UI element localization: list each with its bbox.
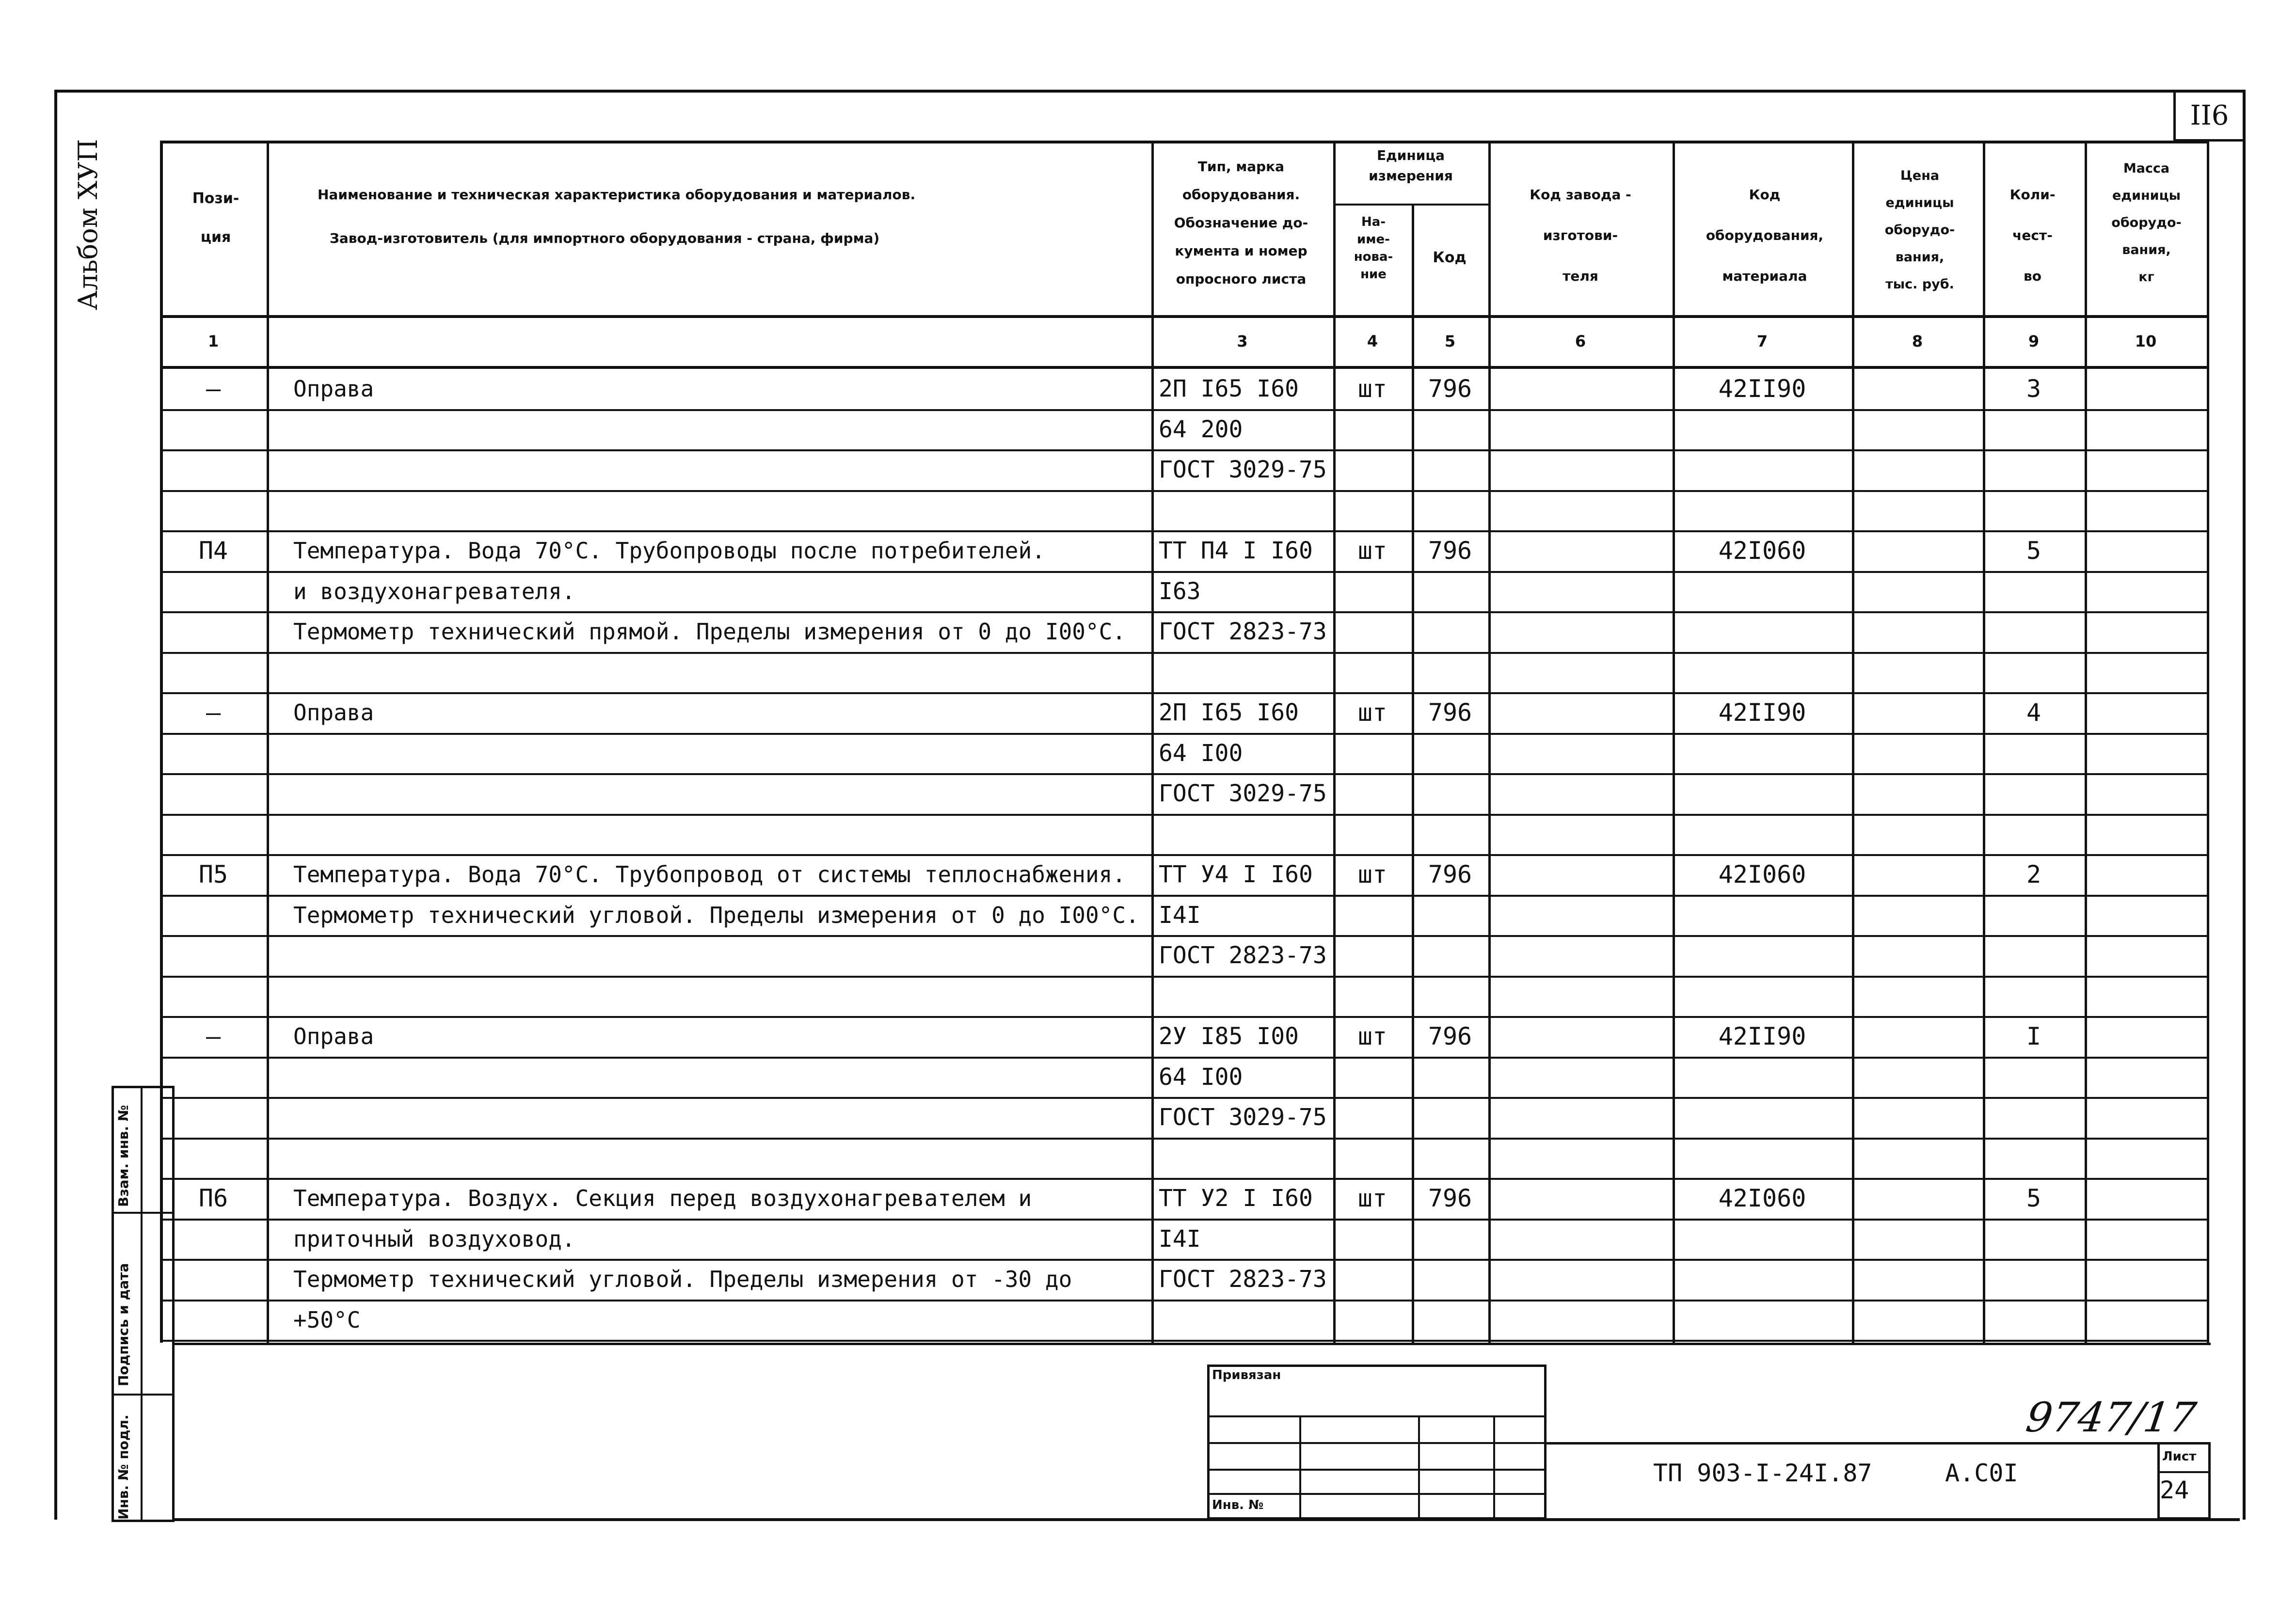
table-row [160,1219,2208,1221]
table-row [160,449,2208,451]
col-divider [1151,141,1154,1343]
table-row [160,814,2208,816]
type-mark-cell: ГОСТ 3029-75 [1159,780,1327,807]
table-row [160,854,2208,856]
item-name-cell: Температура. Вода 70°С. Трубопровод от системы теплоснабжения. [293,861,1126,888]
table-row [160,733,2208,735]
table-row [160,1178,2208,1180]
type-mark-cell: ГОСТ 2823-73 [1159,942,1327,969]
table-row [160,1138,2208,1140]
unit-name-cell: шт [1357,698,1387,727]
type-mark-cell: ГОСТ 3029-75 [1159,1104,1327,1131]
item-name-cell: Оправа [293,376,374,402]
header-factory-code: Код завода - изготови- теля [1530,187,1631,284]
item-name-cell: Термометр технический угловой. Пределы измерения от -30 до [293,1266,1072,1292]
position-cell: П4 [198,537,228,565]
type-mark-cell: ГОСТ 2823-73 [1159,1266,1327,1293]
inv-no-label: Инв. № [1212,1498,1264,1512]
type-mark-cell: 64 I00 [1159,739,1243,767]
privyazan-line [1207,1442,1547,1444]
col-divider [1673,141,1675,1343]
header-quantity: Коли- чест- во [2009,187,2056,284]
equipment-code-cell: 42I060 [1718,860,1806,889]
type-mark-cell: ГОСТ 2823-73 [1159,618,1327,645]
quantity-cell: 4 [2026,698,2041,727]
quantity-cell: 3 [2026,375,2041,403]
side-stamp-inv-podl: Инв. № подл. [115,1414,131,1520]
quantity-cell: 2 [2026,860,2041,889]
table-row [160,530,2208,532]
table-row [160,692,2208,694]
privyazan-line [1207,1493,1547,1495]
column-number: 4 [1367,332,1378,350]
item-name-cell: Термометр технический угловой. Пределы измерения от 0 до I00°С. [293,902,1139,928]
column-number: 8 [1912,332,1923,350]
header-bottom-line [160,315,2208,318]
quantity-cell: 5 [2026,537,2041,565]
table-row [160,895,2208,897]
table-row [160,571,2208,573]
type-mark-cell: 64 I00 [1159,1063,1243,1091]
header-unit: Единица измерения [1369,147,1453,184]
side-stamp-divider [112,1212,175,1214]
header-position: Пози- ция [192,190,239,246]
type-mark-cell: I63 [1159,577,1201,605]
col-divider [2207,141,2209,1343]
sheet-box-line [2157,1471,2211,1473]
item-name-cell: Температура. Воздух. Секция перед воздухонагревателем и [293,1185,1032,1211]
header-unit-name: На- име- нова- ние [1354,215,1393,282]
header-mass: Масса единицы оборудо- вания, кг [2111,161,2182,285]
table-row [160,490,2208,492]
position-cell: П5 [198,860,228,889]
type-mark-cell: 2У I85 I00 [1159,1023,1299,1050]
unit-code-cell: 796 [1428,537,1472,565]
title-block-top-line [175,1343,2211,1345]
col-divider [2085,141,2087,1343]
doc-code-line [1547,1442,2211,1444]
header-subline [1333,204,1488,206]
header-type: Тип, марка оборудования. Обозначение до- кумента и номер опросного листа [1174,159,1308,287]
privyazan-line [1207,1415,1547,1417]
equipment-code-cell: 42II90 [1718,375,1806,403]
table-row [160,1300,2208,1301]
equipment-code-cell: 42II90 [1718,1022,1806,1050]
table-row [160,1259,2208,1261]
header-name-line1: Наименование и техническая характеристика оборудования и материалов. [318,187,916,203]
privyazan-vline [1299,1415,1301,1520]
unit-name-cell: шт [1357,1184,1387,1212]
unit-name-cell: шт [1357,537,1387,565]
side-stamp-replaced-inv: Взам. инв. № [115,1105,131,1207]
header-equipment-code: Код оборудования, материала [1706,187,1824,284]
side-stamp-signature: Подпись и дата [115,1263,131,1386]
col-divider [1333,141,1336,1343]
colnum-bottom-line [160,366,2208,369]
table-row [160,1057,2208,1059]
privyazan-vline [1418,1415,1420,1520]
quantity-cell: 5 [2026,1184,2041,1212]
type-mark-cell: 64 200 [1159,415,1243,443]
column-number: 9 [2028,332,2040,350]
header-name-line2: Завод-изготовитель (для импортного оборудования - страна, фирма) [330,230,880,246]
table-row [160,773,2208,775]
privyazan-line [1207,1469,1547,1471]
header-unit-code: Код [1433,249,1467,266]
side-stamp-divider [141,1086,143,1522]
table-row [160,652,2208,654]
item-name-cell: +50°С [293,1306,361,1333]
position-cell: – [206,375,221,403]
item-name-cell: Оправа [293,1023,374,1049]
col-divider [1983,141,1985,1343]
table-row [160,976,2208,978]
type-mark-cell: ТТ У2 I I60 [1159,1185,1313,1212]
column-number: 6 [1575,332,1586,350]
unit-code-cell: 796 [1428,860,1472,889]
col-divider [1488,141,1491,1343]
handwritten-number: 9747/17 [2023,1394,2199,1441]
column-number: 3 [1237,332,1248,350]
type-mark-cell: I4I [1159,901,1201,929]
item-name-cell: Оправа [293,699,374,726]
page-number: II6 [2173,90,2246,142]
table-row [160,1016,2208,1018]
unit-name-cell: шт [1357,375,1387,403]
sheet-label: Лист [2162,1449,2197,1464]
item-name-cell: и воздухонагревателя. [293,578,575,604]
item-name-cell: приточный воздуховод. [293,1225,575,1252]
table-row [160,611,2208,613]
unit-code-cell: 796 [1428,1022,1472,1050]
unit-name-cell: шт [1357,860,1387,889]
table-row [160,409,2208,411]
unit-code-cell: 796 [1428,1184,1472,1212]
type-mark-cell: 2П I65 I60 [1159,699,1299,726]
quantity-cell: I [2026,1022,2041,1050]
col-divider [267,141,269,1343]
unit-code-cell: 796 [1428,375,1472,403]
privyazan-label: Привязан [1212,1368,1281,1382]
unit-name-cell: шт [1357,1022,1387,1050]
equipment-code-cell: 42II90 [1718,698,1806,727]
column-number: 7 [1756,332,1768,350]
type-mark-cell: ТТ П4 I I60 [1159,537,1313,564]
type-mark-cell: 2П I65 I60 [1159,375,1299,402]
position-cell: – [206,698,221,727]
side-stamp-divider [112,1394,175,1396]
item-name-cell: Термометр технический прямой. Пределы измерения от 0 до I00°С. [293,619,1126,645]
column-number: 1 [207,332,219,350]
equipment-code-cell: 42I060 [1718,537,1806,565]
privyazan-vline [1493,1415,1495,1520]
document-code: ТП 903-I-24I.87 А.С0I [1653,1459,2018,1487]
position-cell: П6 [198,1184,228,1212]
position-cell: – [206,1022,221,1050]
item-name-cell: Температура. Вода 70°С. Трубопроводы после потребителей. [293,538,1045,564]
unit-code-cell: 796 [1428,698,1472,727]
sheet-number: 24 [2160,1476,2189,1504]
type-mark-cell: I4I [1159,1225,1201,1253]
header-price: Цена единицы оборудо- вания, тыс. руб. [1884,168,1955,292]
col-divider [1852,141,1854,1343]
album-label: Альбом ХУП [73,139,103,310]
table-row [160,1097,2208,1099]
column-number: 10 [2135,332,2157,350]
equipment-code-cell: 42I060 [1718,1184,1806,1212]
column-number: 5 [1444,332,1456,350]
table-row [160,935,2208,937]
type-mark-cell: ТТ У4 I I60 [1159,861,1313,888]
table-row [160,1340,2208,1342]
type-mark-cell: ГОСТ 3029-75 [1159,456,1327,483]
